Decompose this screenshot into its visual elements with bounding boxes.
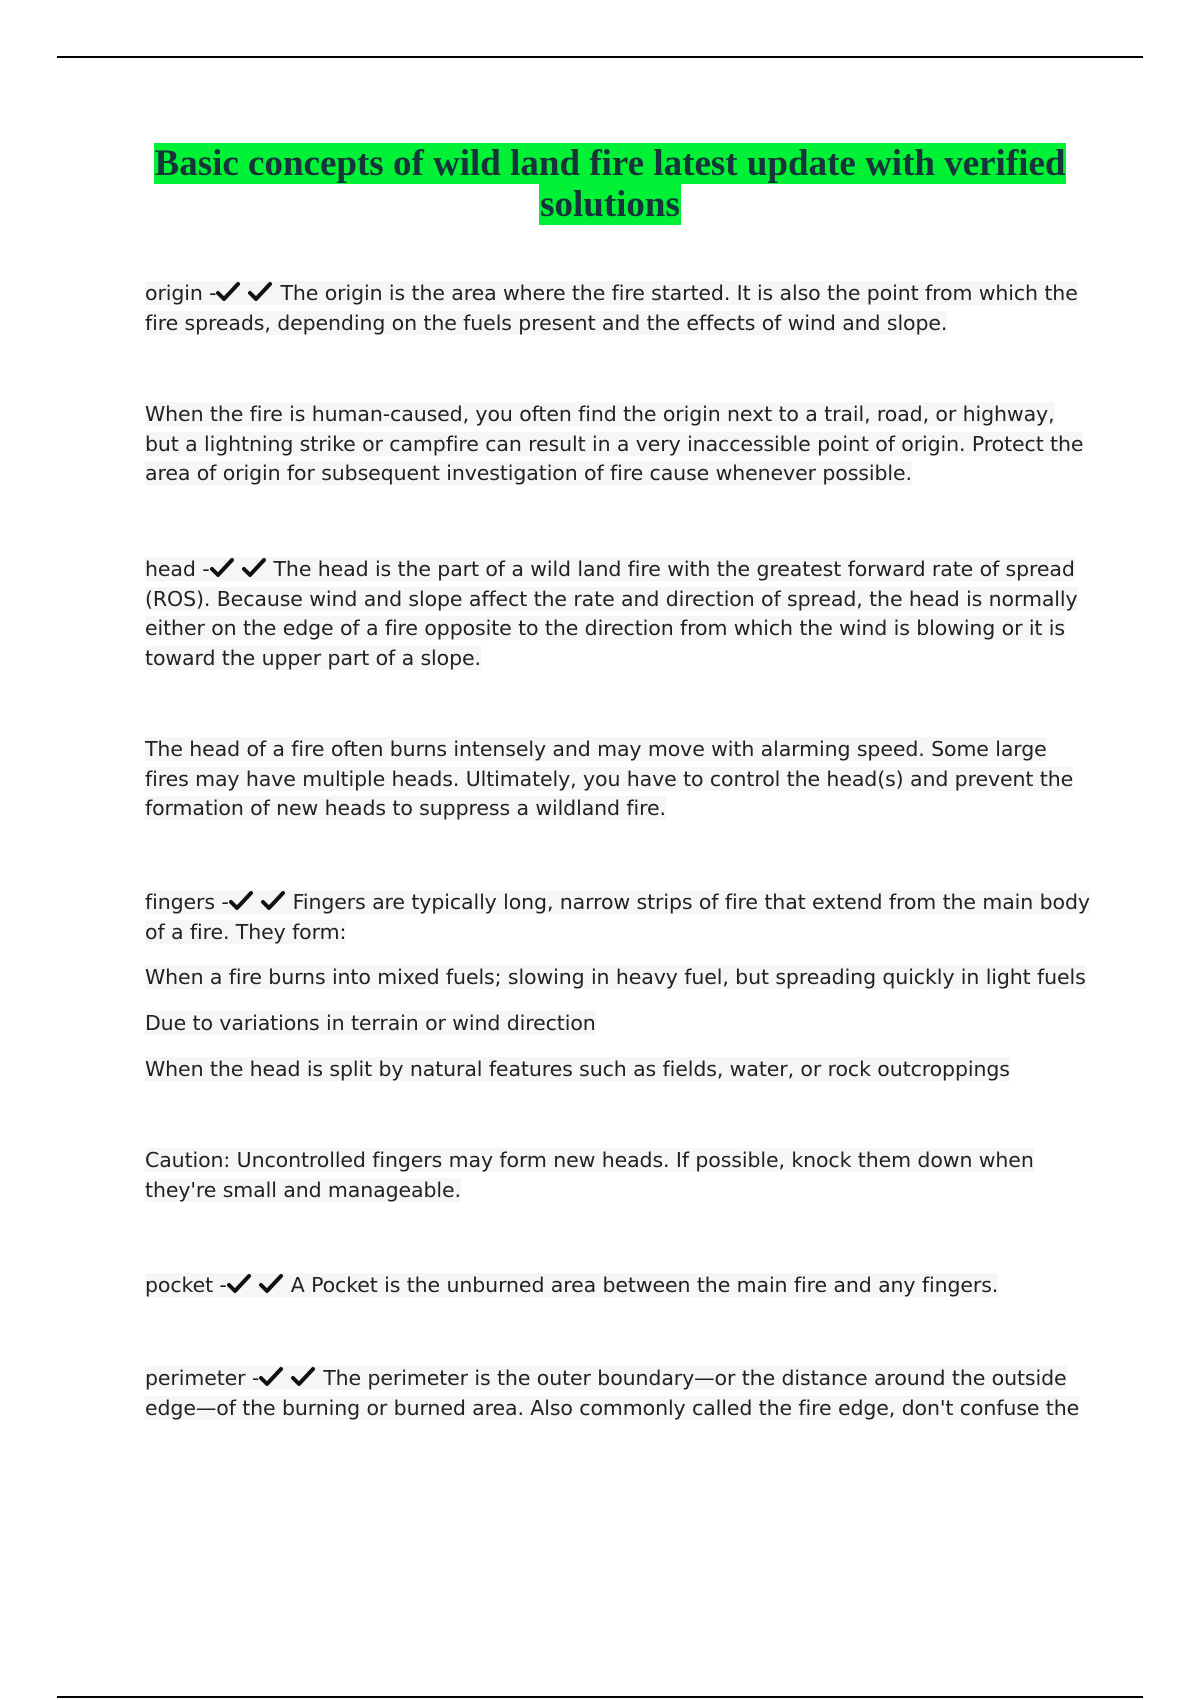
checkmark-icon: [291, 1366, 316, 1388]
definition-fingers: [145, 888, 1090, 947]
bottom-rule: [57, 1696, 1143, 1698]
term-label: perimeter -: [145, 1366, 260, 1390]
definition-pocket: [145, 1271, 1090, 1301]
definition-text: Fingers are typically long, narrow strips of fire that extend from the main body of a fire. They form:: [145, 890, 1090, 944]
checkmark-icon: [248, 281, 273, 303]
definition-origin: [145, 279, 1090, 338]
definition-text: The perimeter is the outer boundary—or the distance around the outside edge—of the burning or burned area. Also commonly called the fire edge, don't confuse the: [145, 1366, 1080, 1420]
paragraph-head-detail: [145, 735, 1090, 824]
definition-text: The origin is the area where the fire started. It is also the point from which the fire spreads, depending on the fuels present and the effects of wind and slope.: [145, 281, 1078, 335]
definition-perimeter: [145, 1364, 1090, 1423]
document-title: Basic concepts of wild land fire latest update with verified solutions: [154, 143, 1066, 225]
checkmark-icon: [229, 890, 254, 912]
paragraph-origin-detail: [145, 400, 1090, 489]
checkmark-icon: [216, 281, 241, 303]
paragraph-text: The head of a fire often burns intensely and may move with alarming speed. Some large fires may have multiple heads. Ultimately, you have to control the head(s) and prevent the formation of new heads to suppress a wildland fire.: [145, 737, 1074, 820]
checkmark-icon: [227, 1273, 252, 1295]
fingers-cause-3: [145, 1055, 1090, 1085]
paragraph-text: Due to variations in terrain or wind direction: [145, 1011, 596, 1035]
paragraph-text: Caution: Uncontrolled fingers may form new heads. If possible, knock them down when they're small and manageable.: [145, 1148, 1034, 1202]
fingers-cause-1: [145, 963, 1090, 993]
definition-head: [145, 555, 1090, 673]
term-label: origin -: [145, 281, 217, 305]
paragraph-caution: [145, 1146, 1090, 1205]
top-rule: [57, 56, 1143, 58]
checkmark-icon: [259, 1366, 284, 1388]
term-label: fingers -: [145, 890, 229, 914]
term-label: pocket -: [145, 1273, 227, 1297]
fingers-cause-2: [145, 1009, 1090, 1039]
term-label: head -: [145, 557, 210, 581]
checkmark-icon: [261, 890, 286, 912]
paragraph-text: When a fire burns into mixed fuels; slowing in heavy fuel, but spreading quickly in light fuels: [145, 965, 1086, 989]
paragraph-text: When the head is split by natural features such as fields, water, or rock outcroppings: [145, 1057, 1010, 1081]
checkmark-icon: [242, 557, 267, 579]
checkmark-icon: [259, 1273, 284, 1295]
checkmark-icon: [210, 557, 235, 579]
paragraph-text: When the fire is human-caused, you often find the origin next to a trail, road, or highway, but a lightning strike or campfire can result in a very inaccessible point of origin. Protect the area of origin for subsequent investigation of fire cause whenever possible.: [145, 402, 1084, 485]
definition-text: A Pocket is the unburned area between the main fire and any fingers.: [290, 1273, 999, 1297]
definition-text: The head is the part of a wild land fire with the greatest forward rate of spread (ROS). Because wind and slope affect the rate and direction of spread, the head is normally either on the edge of a fire opposite to the direction from which the wind is blowing or it is toward the upper part of a slope.: [145, 557, 1078, 670]
